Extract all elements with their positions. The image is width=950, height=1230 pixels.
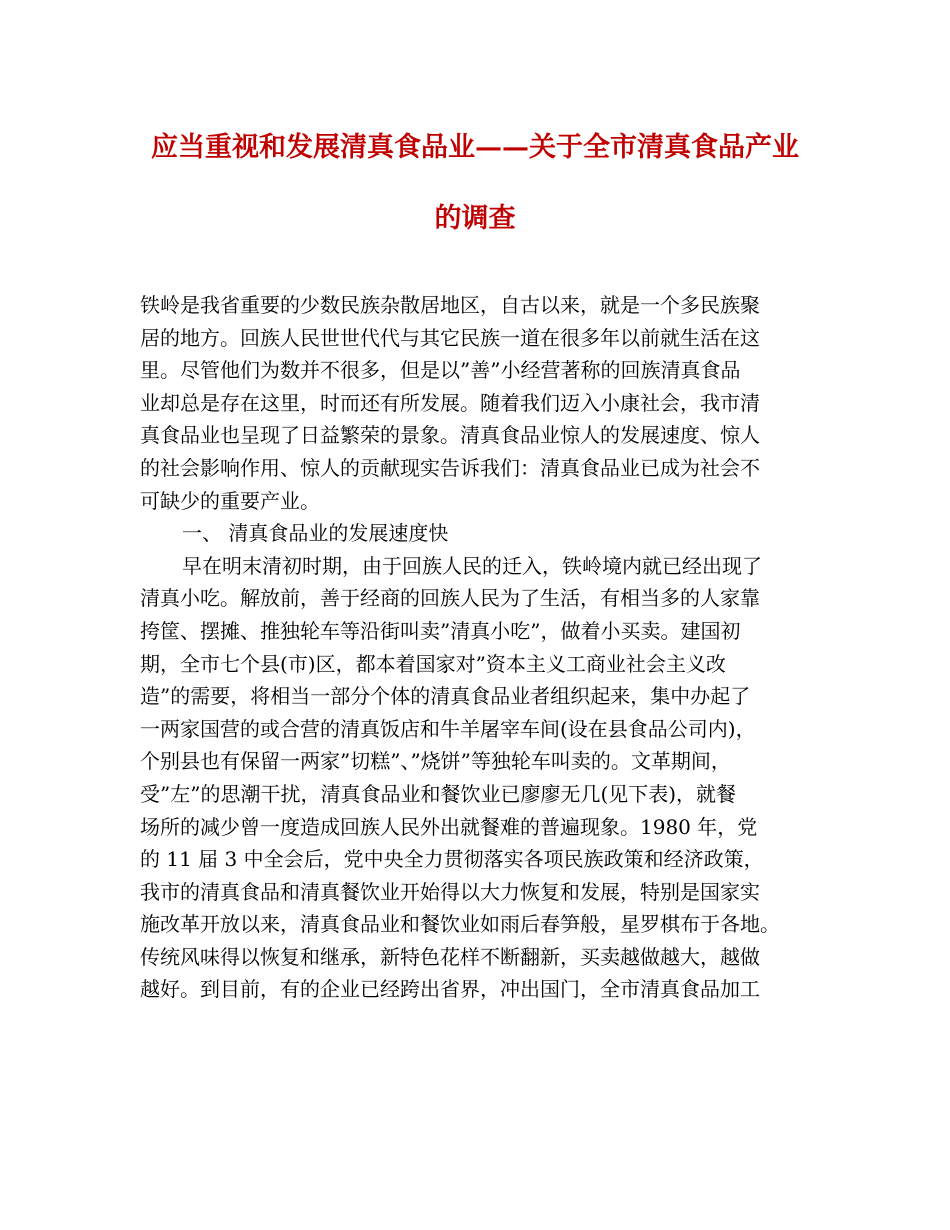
document-title-line-1: 应当重视和发展清真食品业——关于全市清真食品产业	[151, 132, 799, 163]
body-line: 可缺少的重要产业。	[140, 488, 320, 513]
document-title-line-2: 的调查	[434, 203, 516, 234]
body-line: 里。尽管他们为数并不很多，但是以”善”小经营著称的回族清真食品	[140, 358, 741, 383]
body-line: 业却总是存在这里，时而还有所发展。随着我们迈入小康社会，我市清	[140, 390, 760, 415]
body-line: 施改革开放以来，清真食品业和餐饮业如雨后春笋般，星罗棋布于各地。	[140, 912, 780, 937]
body-line: 清真小吃。解放前，善于经商的回族人民为了生活，有相当多的人家靠	[140, 586, 760, 611]
body-line: 期，全市七个县(市)区，都本着国家对”资本主义工商业社会主义改	[140, 651, 726, 676]
body-line: 真食品业也呈现了日益繁荣的景象。清真食品业惊人的发展速度、惊人	[140, 423, 760, 448]
body-line: 传统风味得以恢复和继承，新特色花样不断翻新，买卖越做越大，越做	[140, 944, 760, 969]
body-line: 场所的减少曾一度造成回族人民外出就餐难的普遍现象。1980 年，党	[140, 814, 758, 839]
body-line: 个别县也有保留一两家”切糕”、”烧饼”等独轮车叫卖的。文革期间，	[140, 749, 731, 774]
body-line: 铁岭是我省重要的少数民族杂散居地区，自古以来，就是一个多民族聚	[140, 293, 760, 317]
document-body	[140, 289, 840, 1006]
body-line: 受”左”的思潮干扰，清真食品业和餐饮业已廖廖无几(见下表)，就餐	[140, 781, 737, 806]
body-line: 一两家国营的或合营的清真饭店和牛羊屠宰车间(设在县食品公司内)，	[140, 716, 756, 741]
body-line: 我市的清真食品和清真餐饮业开始得以大力恢复和发展，特别是国家实	[140, 879, 760, 904]
body-line: 挎筐、摆摊、推独轮车等沿街叫卖”清真小吃”，做着小买卖。建国初	[140, 618, 741, 643]
body-line: 的社会影响作用、惊人的贡献现实告诉我们：清真食品业已成为社会不	[140, 455, 760, 480]
body-line: 早在明末清初时期，由于回族人民的迁入，铁岭境内就已经出现了	[182, 553, 762, 578]
body-line: 造”的需要，将相当一部分个体的清真食品业者组织起来，集中办起了	[140, 684, 751, 709]
body-line: 一、 清真食品业的发展速度快	[182, 521, 449, 546]
body-line: 越好。到目前，有的企业已经跨出省界，冲出国门，全市清真食品加工	[140, 977, 760, 1002]
body-line: 的 11 届 3 中全会后，党中央全力贯彻落实各项民族政策和经济政策，	[140, 847, 764, 872]
body-line: 居的地方。回族人民世世代代与其它民族一道在很多年以前就生活在这	[140, 325, 760, 350]
